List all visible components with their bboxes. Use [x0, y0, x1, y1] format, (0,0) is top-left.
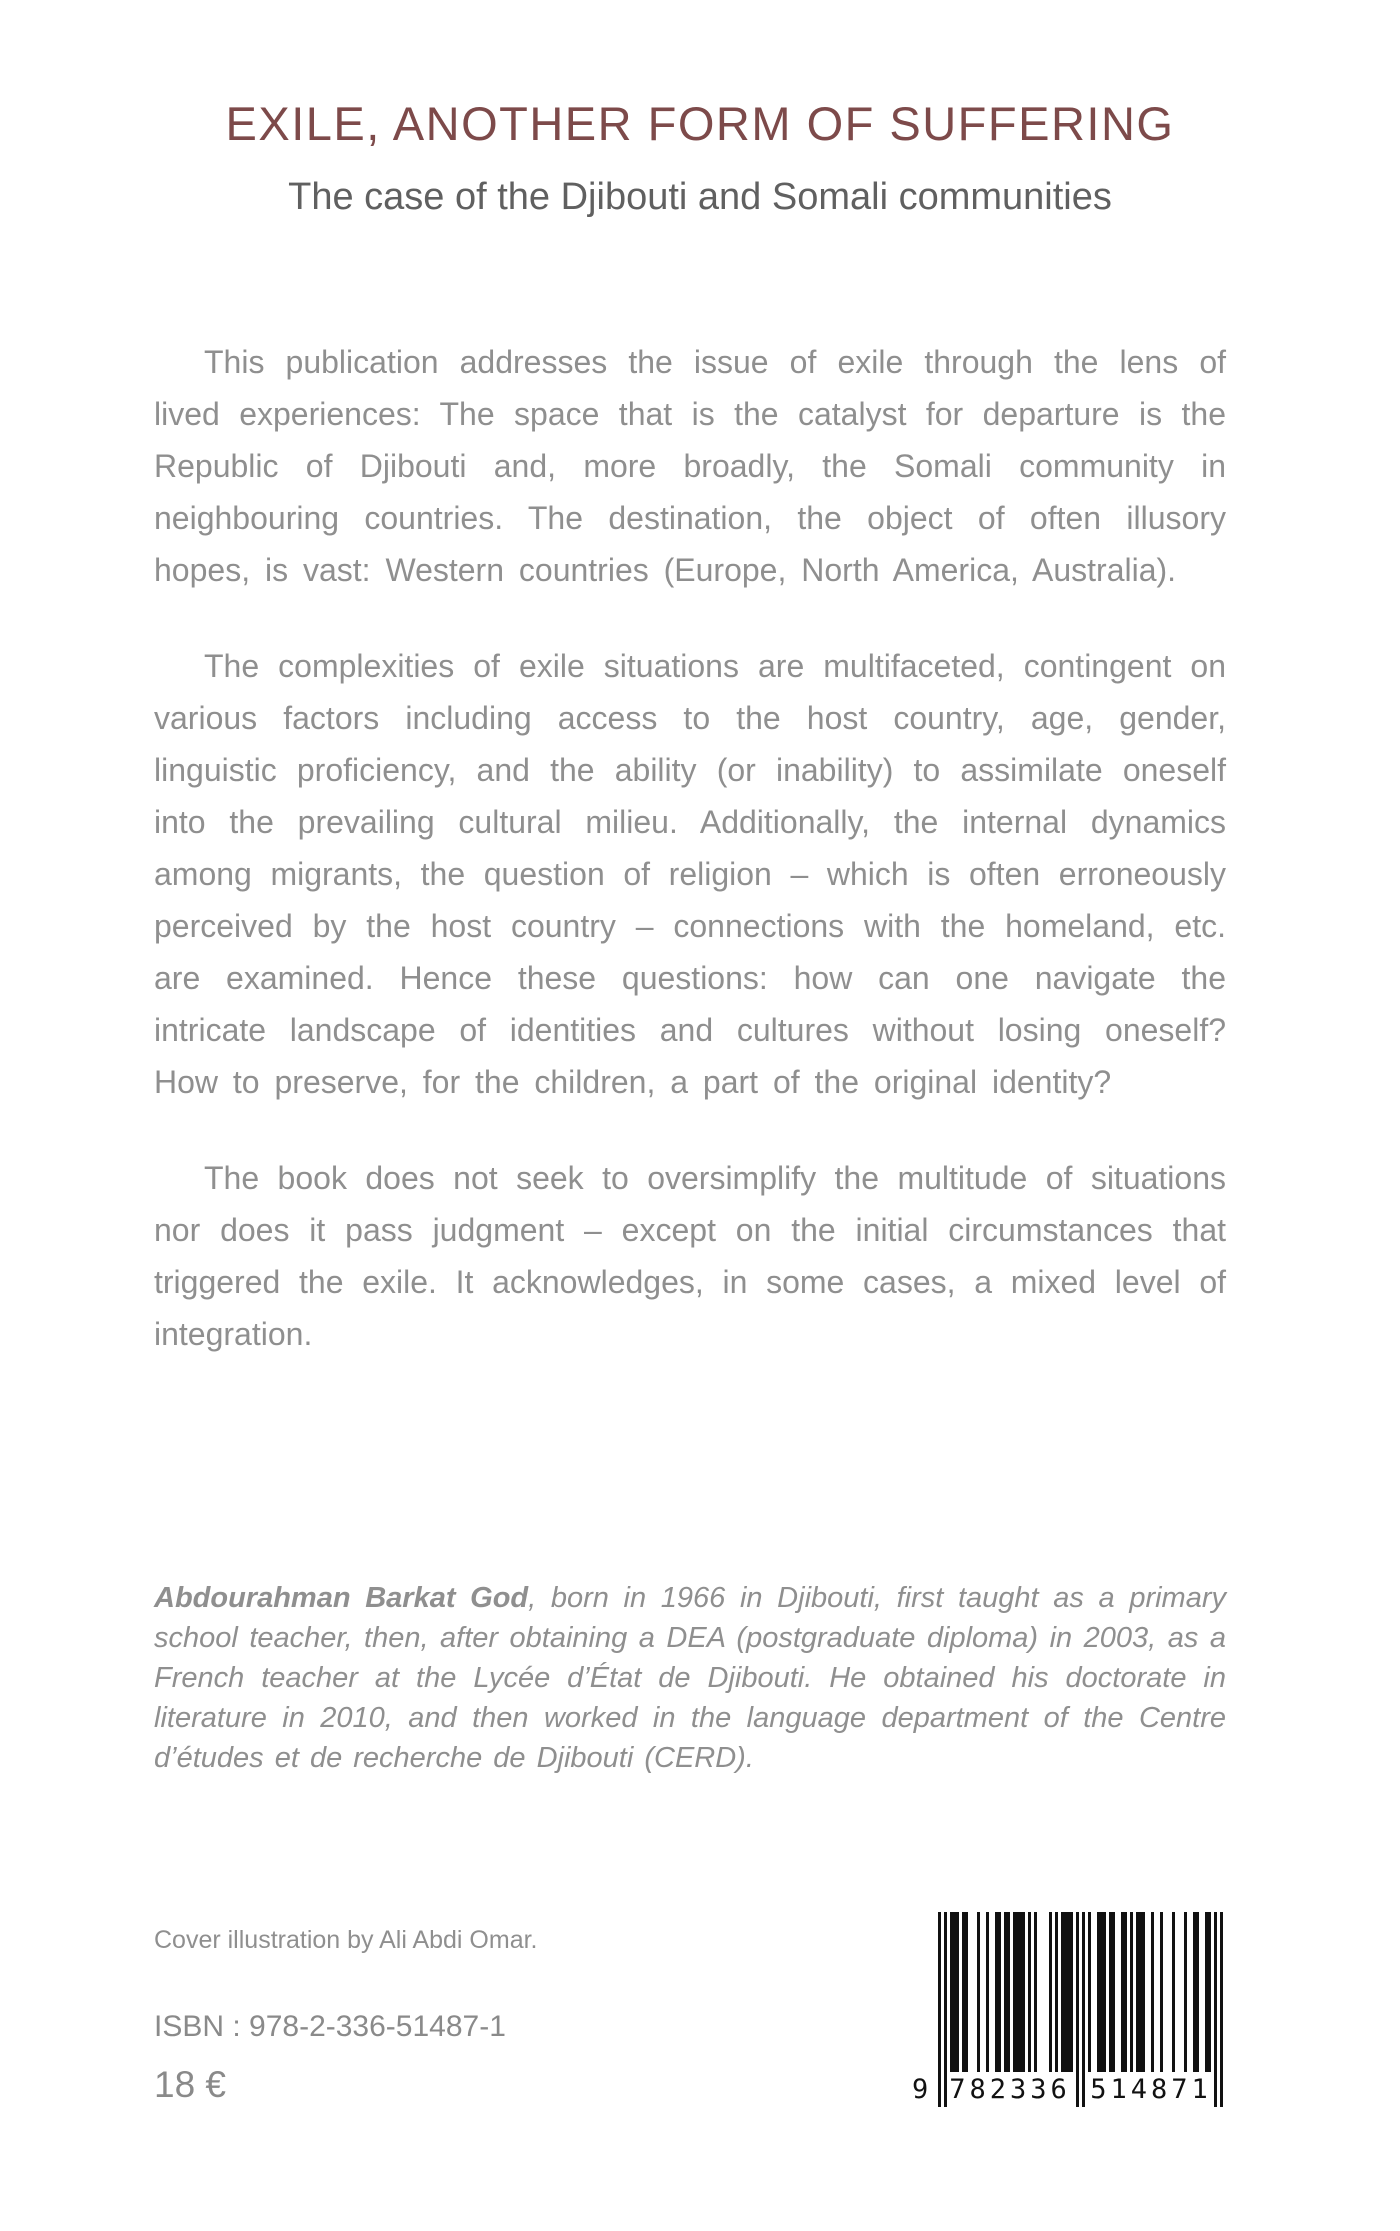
- synopsis-paragraph: The complexities of exile situations are multifaceted, contingent on various factors including access to the host country, age, gender, linguistic proficiency, and the ability (or inability) to assimilate oneself into the prevailing cultural milieu. Additionally, the internal dynamics among migrants, the question of religion – which is often erroneously perceived by the host country – connections with the homeland, etc. are examined. Hence these questions: how can one navigate the intricate landscape of identities and cultures without losing oneself? How to preserve, for the children, a part of the original identity?: [154, 648, 1226, 1100]
- author-bio: [154, 1578, 1226, 1778]
- page-subtitle: The case of the Djibouti and Somali communities: [288, 176, 1112, 218]
- cover-credit: Cover illustration by Ali Abdi Omar.: [154, 1926, 538, 1954]
- synopsis: [154, 336, 1226, 1404]
- synopsis-paragraph: This publication addresses the issue of exile through the lens of lived experiences: The space that is the catalyst for departure is the Republic of Djibouti and, more broadly, the Somali community in neighbouring countries. The destination, the object of often illusory hopes, is vast: Western countries (Europe, North America, Australia).: [154, 344, 1226, 588]
- barcode: [912, 1912, 1227, 2107]
- isbn-number: ISBN : 978-2-336-51487-1: [154, 2010, 506, 2043]
- barcode-first-digit: 9: [912, 2074, 929, 2105]
- author-name: Abdourahman Barkat God: [154, 1582, 529, 1614]
- price: 18 €: [154, 2064, 227, 2105]
- barcode-right-group: 514871: [1090, 2074, 1212, 2105]
- page-title: EXILE, ANOTHER FORM OF SUFFERING: [225, 97, 1175, 150]
- synopsis-paragraph: The book does not seek to oversimplify the multitude of situations nor does it pass judgment – except on the initial circumstances that triggered the exile. It acknowledges, in some cases, a mixed level of integration.: [154, 1160, 1226, 1352]
- barcode-digits: [912, 2073, 1227, 2107]
- author-bio-text: , born in 1966 in Djibouti, first taught as a primary school teacher, then, after obtaining a DEA (postgraduate diploma) in 2003, as a French teacher at the Lycée d’État de Djibouti. He obtained his doctorate in literature in 2010, and then worked in the language department of the Centre d’études et de recherche de Djibouti (CERD).: [154, 1582, 1226, 1774]
- barcode-left-group: 782336: [949, 2074, 1071, 2105]
